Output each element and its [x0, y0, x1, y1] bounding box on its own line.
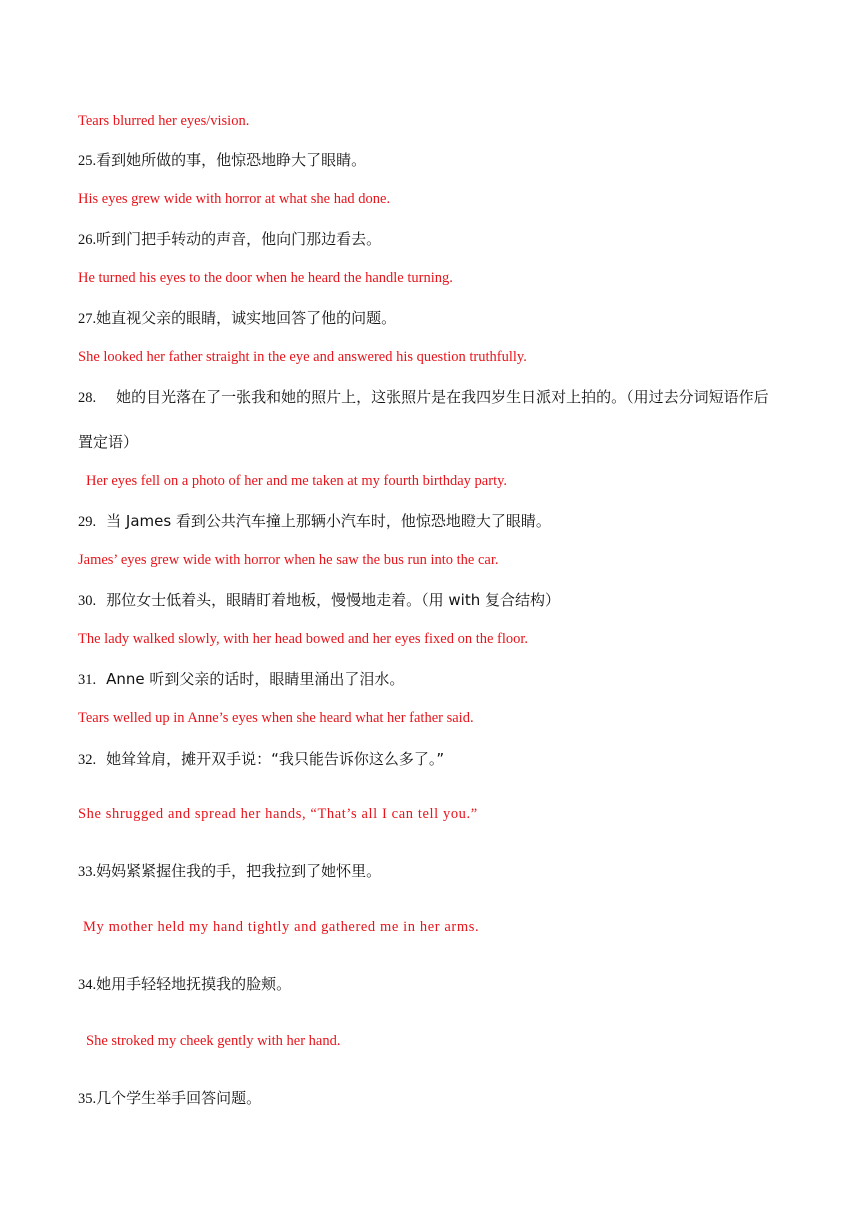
- question-number: 26.: [78, 232, 97, 248]
- answer-33: My mother held my hand tightly and gathered me in her arms.: [83, 919, 480, 935]
- question-26: [78, 232, 381, 248]
- question-34: [78, 977, 291, 993]
- question-text: 她的目光落在了一张我和她的照片上，这张照片是在我四岁生日派对上拍的。（用过去分词短语作后: [116, 388, 769, 406]
- question-number: 34.: [78, 977, 97, 993]
- question-text: 看到她所做的事，他惊恐地睁大了眼睛。: [96, 151, 367, 169]
- question-number: 27.: [78, 311, 97, 327]
- question-number: 25.: [78, 153, 97, 169]
- question-text: 她用手轻轻地抚摸我的脸颊。: [96, 975, 292, 993]
- answer-32: She shrugged and spread her hands, “That’s all I can tell you.”: [78, 806, 478, 822]
- answer-28: Her eyes fell on a photo of her and me taken at my fourth birthday party.: [86, 473, 508, 489]
- question-35: [78, 1091, 261, 1107]
- question-text: 几个学生举手回答问题。: [96, 1089, 262, 1107]
- question-27: [78, 311, 396, 327]
- answer-24: Tears blurred her eyes/vision.: [78, 113, 250, 129]
- answer-25: His eyes grew wide with horror at what she had done.: [78, 191, 391, 207]
- question-29: [78, 514, 551, 530]
- question-text: 听到门把手转动的声音，他向门那边看去。: [96, 230, 382, 248]
- question-text: 当 James 看到公共汽车撞上那辆小汽车时，他惊恐地瞪大了眼睛。: [106, 512, 551, 530]
- answer-27: She looked her father straight in the eye and answered his question truthfully.: [78, 349, 527, 365]
- question-30: [78, 593, 560, 609]
- answer-31: Tears welled up in Anne’s eyes when she heard what her father said.: [78, 710, 474, 726]
- question-28: [78, 390, 769, 406]
- question-number: 35.: [78, 1091, 97, 1107]
- question-number: 31.: [78, 672, 97, 688]
- question-32: [78, 752, 444, 768]
- question-number: 28.: [78, 390, 97, 406]
- question-28-continued: 置定语）: [78, 433, 139, 451]
- question-31: [78, 672, 404, 688]
- question-number: 29.: [78, 514, 97, 530]
- question-text: 那位女士低着头，眼睛盯着地板，慢慢地走着。（用 with 复合结构）: [106, 591, 560, 609]
- answer-26: He turned his eyes to the door when he heard the handle turning.: [78, 270, 453, 286]
- question-text: 她直视父亲的眼睛，诚实地回答了他的问题。: [96, 309, 397, 327]
- question-number: 33.: [78, 864, 97, 880]
- answer-30: The lady walked slowly, with her head bowed and her eyes fixed on the floor.: [78, 631, 529, 647]
- question-text: 她耸耸肩，摊开双手说：“我只能告诉你这么多了。”: [106, 750, 445, 768]
- answer-34: She stroked my cheek gently with her hand.: [86, 1033, 341, 1049]
- question-text: 妈妈紧紧握住我的手，把我拉到了她怀里。: [96, 862, 382, 880]
- question-number: 30.: [78, 593, 97, 609]
- answer-29: James’ eyes grew wide with horror when he saw the bus run into the car.: [78, 552, 499, 568]
- question-text: Anne 听到父亲的话时，眼睛里涌出了泪水。: [106, 670, 405, 688]
- question-33: [78, 864, 381, 880]
- question-25: [78, 153, 366, 169]
- question-number: 32.: [78, 752, 97, 768]
